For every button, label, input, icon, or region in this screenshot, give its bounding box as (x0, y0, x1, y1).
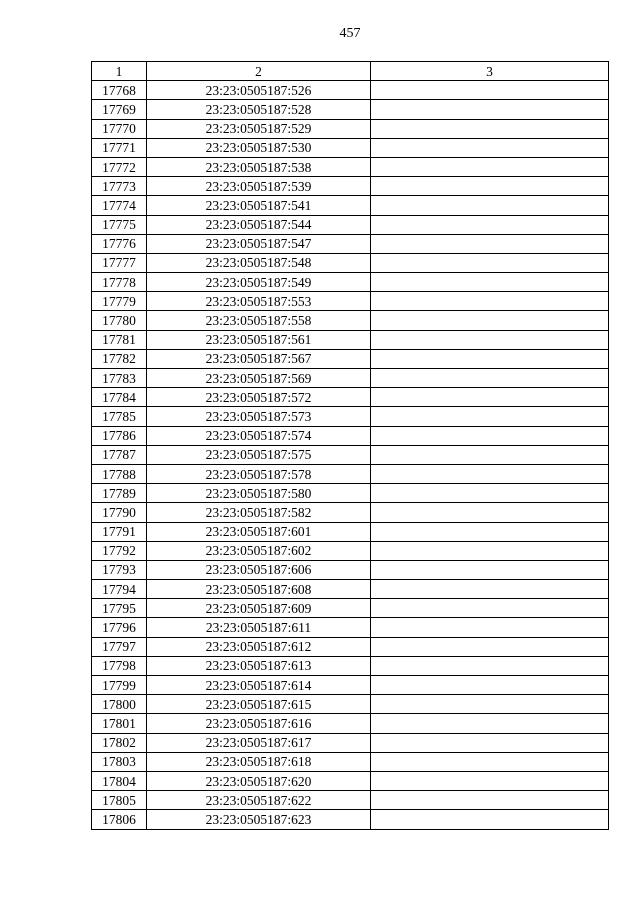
cadastral-number-cell: 23:23:0505187:549 (147, 273, 371, 292)
row-number-cell: 17783 (92, 369, 147, 388)
cadastral-number-cell: 23:23:0505187:578 (147, 464, 371, 483)
cadastral-number-cell: 23:23:0505187:561 (147, 330, 371, 349)
table-body (92, 81, 609, 829)
cadastral-number-cell: 23:23:0505187:573 (147, 407, 371, 426)
cadastral-number-cell: 23:23:0505187:615 (147, 695, 371, 714)
note-cell (371, 599, 609, 618)
row-number-cell: 17800 (92, 695, 147, 714)
column-header-3: 3 (371, 62, 609, 81)
note-cell (371, 503, 609, 522)
table-row (92, 464, 609, 483)
note-cell (371, 177, 609, 196)
note-cell (371, 771, 609, 790)
row-number-cell: 17798 (92, 656, 147, 675)
row-number-cell: 17774 (92, 196, 147, 215)
note-cell (371, 349, 609, 368)
note-cell (371, 484, 609, 503)
note-cell (371, 445, 609, 464)
note-cell (371, 810, 609, 829)
row-number-cell: 17799 (92, 676, 147, 695)
row-number-cell: 17785 (92, 407, 147, 426)
column-header-1: 1 (92, 62, 147, 81)
note-cell (371, 388, 609, 407)
table-row (92, 253, 609, 272)
table-row (92, 771, 609, 790)
cadastral-number-cell: 23:23:0505187:620 (147, 771, 371, 790)
row-number-cell: 17784 (92, 388, 147, 407)
cadastral-number-cell: 23:23:0505187:606 (147, 560, 371, 579)
row-number-cell: 17782 (92, 349, 147, 368)
note-cell (371, 369, 609, 388)
cadastral-number-cell: 23:23:0505187:623 (147, 810, 371, 829)
cadastral-number-cell: 23:23:0505187:612 (147, 637, 371, 656)
cadastral-number-cell: 23:23:0505187:558 (147, 311, 371, 330)
cadastral-number-cell: 23:23:0505187:614 (147, 676, 371, 695)
table-row (92, 292, 609, 311)
page-number: 457 (339, 26, 361, 41)
note-cell (371, 656, 609, 675)
row-number-cell: 17788 (92, 464, 147, 483)
cadastral-number-cell: 23:23:0505187:608 (147, 580, 371, 599)
note-cell (371, 234, 609, 253)
note-cell (371, 695, 609, 714)
table-row (92, 676, 609, 695)
row-number-cell: 17768 (92, 81, 147, 100)
table-row (92, 196, 609, 215)
table-row (92, 656, 609, 675)
cadastral-number-cell: 23:23:0505187:618 (147, 752, 371, 771)
table-row (92, 426, 609, 445)
column-header-2: 2 (147, 62, 371, 81)
table-row (92, 714, 609, 733)
table-row (92, 503, 609, 522)
cadastral-number-cell: 23:23:0505187:538 (147, 157, 371, 176)
note-cell (371, 311, 609, 330)
row-number-cell: 17806 (92, 810, 147, 829)
note-cell (371, 196, 609, 215)
note-cell (371, 138, 609, 157)
table-row (92, 484, 609, 503)
note-cell (371, 100, 609, 119)
note-cell (371, 752, 609, 771)
row-number-cell: 17773 (92, 177, 147, 196)
table-row (92, 445, 609, 464)
note-cell (371, 157, 609, 176)
table-row (92, 157, 609, 176)
table-row (92, 349, 609, 368)
note-cell (371, 618, 609, 637)
table-row (92, 695, 609, 714)
row-number-cell: 17791 (92, 522, 147, 541)
table-row (92, 791, 609, 810)
row-number-cell: 17777 (92, 253, 147, 272)
note-cell (371, 791, 609, 810)
header-row (92, 62, 609, 81)
table-row (92, 560, 609, 579)
row-number-cell: 17776 (92, 234, 147, 253)
row-number-cell: 17797 (92, 637, 147, 656)
cadastral-number-cell: 23:23:0505187:609 (147, 599, 371, 618)
table-row (92, 580, 609, 599)
row-number-cell: 17803 (92, 752, 147, 771)
cadastral-number-cell: 23:23:0505187:553 (147, 292, 371, 311)
note-cell (371, 580, 609, 599)
row-number-cell: 17796 (92, 618, 147, 637)
cadastral-number-cell: 23:23:0505187:530 (147, 138, 371, 157)
cadastral-number-cell: 23:23:0505187:529 (147, 119, 371, 138)
row-number-cell: 17804 (92, 771, 147, 790)
cadastral-number-cell: 23:23:0505187:601 (147, 522, 371, 541)
table-row (92, 810, 609, 829)
table-header (92, 62, 609, 81)
row-number-cell: 17801 (92, 714, 147, 733)
cadastral-number-cell: 23:23:0505187:567 (147, 349, 371, 368)
note-cell (371, 119, 609, 138)
cadastral-number-cell: 23:23:0505187:547 (147, 234, 371, 253)
row-number-cell: 17787 (92, 445, 147, 464)
table-row (92, 100, 609, 119)
note-cell (371, 560, 609, 579)
table-row (92, 752, 609, 771)
row-number-cell: 17789 (92, 484, 147, 503)
note-cell (371, 215, 609, 234)
note-cell (371, 522, 609, 541)
table-row (92, 541, 609, 560)
row-number-cell: 17793 (92, 560, 147, 579)
registry-table (91, 61, 609, 830)
row-number-cell: 17805 (92, 791, 147, 810)
table-row (92, 407, 609, 426)
note-cell (371, 541, 609, 560)
row-number-cell: 17795 (92, 599, 147, 618)
row-number-cell: 17771 (92, 138, 147, 157)
cadastral-number-cell: 23:23:0505187:616 (147, 714, 371, 733)
cadastral-number-cell: 23:23:0505187:602 (147, 541, 371, 560)
table-row (92, 637, 609, 656)
row-number-cell: 17769 (92, 100, 147, 119)
note-cell (371, 637, 609, 656)
cadastral-number-cell: 23:23:0505187:580 (147, 484, 371, 503)
table-row (92, 522, 609, 541)
table-row (92, 388, 609, 407)
table-row (92, 138, 609, 157)
row-number-cell: 17792 (92, 541, 147, 560)
cadastral-number-cell: 23:23:0505187:613 (147, 656, 371, 675)
row-number-cell: 17770 (92, 119, 147, 138)
row-number-cell: 17790 (92, 503, 147, 522)
cadastral-number-cell: 23:23:0505187:611 (147, 618, 371, 637)
row-number-cell: 17802 (92, 733, 147, 752)
table-row (92, 311, 609, 330)
table-row (92, 81, 609, 100)
table-row (92, 369, 609, 388)
table-row (92, 215, 609, 234)
row-number-cell: 17775 (92, 215, 147, 234)
cadastral-number-cell: 23:23:0505187:528 (147, 100, 371, 119)
note-cell (371, 714, 609, 733)
table-row (92, 330, 609, 349)
note-cell (371, 292, 609, 311)
note-cell (371, 81, 609, 100)
cadastral-number-cell: 23:23:0505187:548 (147, 253, 371, 272)
note-cell (371, 426, 609, 445)
note-cell (371, 407, 609, 426)
row-number-cell: 17781 (92, 330, 147, 349)
cadastral-number-cell: 23:23:0505187:541 (147, 196, 371, 215)
cadastral-number-cell: 23:23:0505187:544 (147, 215, 371, 234)
cadastral-number-cell: 23:23:0505187:575 (147, 445, 371, 464)
table-row (92, 177, 609, 196)
cadastral-number-cell: 23:23:0505187:574 (147, 426, 371, 445)
note-cell (371, 464, 609, 483)
cadastral-number-cell: 23:23:0505187:526 (147, 81, 371, 100)
note-cell (371, 253, 609, 272)
cadastral-number-cell: 23:23:0505187:622 (147, 791, 371, 810)
note-cell (371, 273, 609, 292)
note-cell (371, 733, 609, 752)
cadastral-number-cell: 23:23:0505187:539 (147, 177, 371, 196)
row-number-cell: 17780 (92, 311, 147, 330)
note-cell (371, 676, 609, 695)
row-number-cell: 17786 (92, 426, 147, 445)
cadastral-number-cell: 23:23:0505187:617 (147, 733, 371, 752)
table-row (92, 273, 609, 292)
row-number-cell: 17779 (92, 292, 147, 311)
table-row (92, 618, 609, 637)
row-number-cell: 17794 (92, 580, 147, 599)
table-row (92, 599, 609, 618)
table-row (92, 234, 609, 253)
row-number-cell: 17772 (92, 157, 147, 176)
table-row (92, 733, 609, 752)
cadastral-number-cell: 23:23:0505187:572 (147, 388, 371, 407)
table-row (92, 119, 609, 138)
note-cell (371, 330, 609, 349)
row-number-cell: 17778 (92, 273, 147, 292)
cadastral-number-cell: 23:23:0505187:582 (147, 503, 371, 522)
cadastral-number-cell: 23:23:0505187:569 (147, 369, 371, 388)
